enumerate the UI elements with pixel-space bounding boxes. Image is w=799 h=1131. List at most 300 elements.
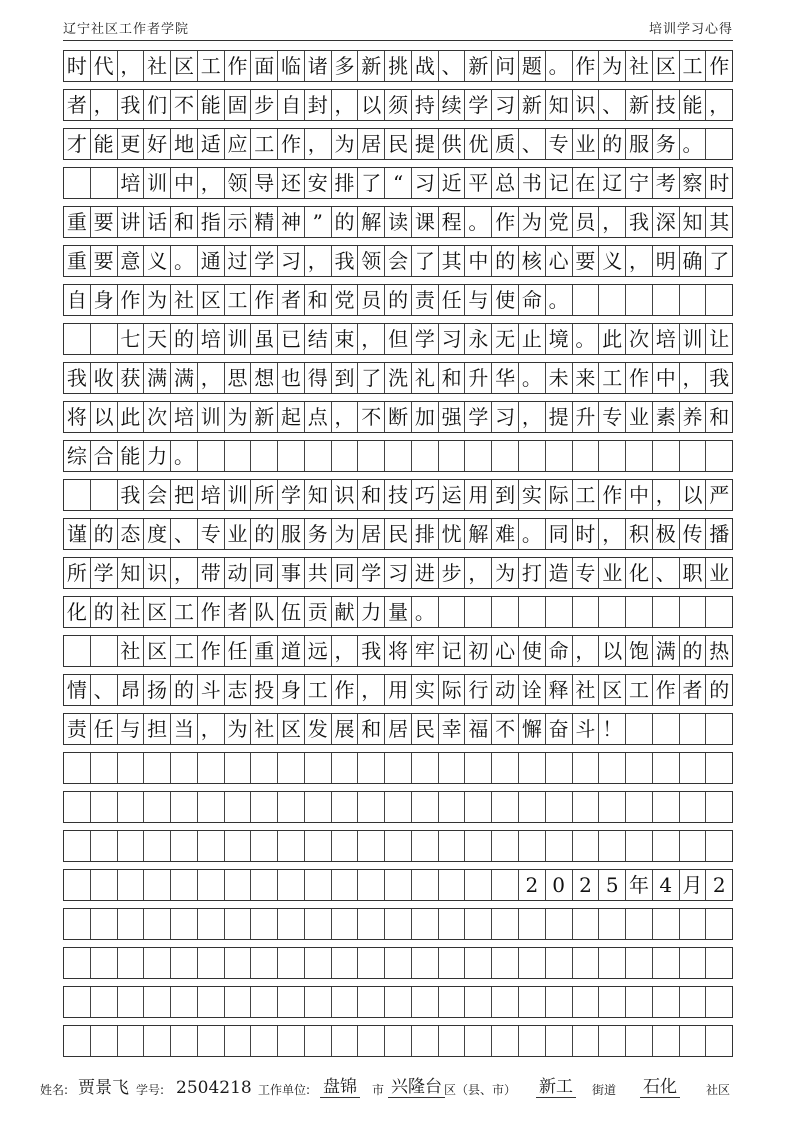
grid-cell: 业 [626, 402, 653, 432]
grid-cell [118, 987, 145, 1017]
grid-cell: ， [91, 90, 118, 120]
grid-cell [439, 753, 466, 783]
grid-cell [653, 948, 680, 978]
grid-cell: 奋 [546, 714, 573, 744]
grid-cell: 区 [144, 597, 171, 627]
grid-cell [225, 909, 252, 939]
grid-cell: 点 [305, 402, 332, 432]
grid-cell: 要 [91, 246, 118, 276]
grid-cell: 的 [91, 519, 118, 549]
grid-cell: 作 [709, 54, 730, 78]
grid-cell: 0 [546, 870, 573, 900]
grid-cell [118, 909, 145, 939]
grid-cell: 会 [385, 246, 412, 276]
grid-cell: 总 [492, 168, 519, 198]
grid-cell: 同 [251, 558, 278, 588]
grid-cell: 作 [332, 675, 359, 705]
grid-cell [573, 792, 600, 822]
grid-cell: 不 [492, 714, 519, 744]
grid-cell [680, 441, 707, 471]
grid-cell [680, 909, 707, 939]
grid-cell [198, 441, 225, 471]
grid-cell: ， [305, 246, 332, 276]
grid-cell: 区 [144, 636, 171, 666]
grid-cell: 素 [653, 402, 680, 432]
grid-cell: 时 [709, 171, 730, 195]
grid-cell: 为 [225, 402, 252, 432]
grid-cell: 虽 [251, 324, 278, 354]
grid-cell [706, 714, 732, 744]
grid-cell: 专 [599, 402, 626, 432]
grid-cell: 员 [573, 207, 600, 237]
grid-row [63, 596, 733, 628]
grid-cell [465, 792, 492, 822]
grid-cell: 造 [546, 558, 573, 588]
grid-cell: 量 [385, 597, 412, 627]
grid-cell: 工 [171, 636, 198, 666]
grid-cell: 积 [626, 519, 653, 549]
grid-cell: 在 [573, 168, 600, 198]
grid-cell: 供 [439, 129, 466, 159]
grid-cell [251, 831, 278, 861]
grid-cell: 诠 [519, 675, 546, 705]
grid-cell: 训 [225, 324, 252, 354]
grid-cell: 中 [465, 246, 492, 276]
grid-cell: 步 [251, 90, 278, 120]
grid-cell [492, 870, 519, 900]
grid-cell: 考 [653, 168, 680, 198]
grid-cell: 知 [305, 480, 332, 510]
grid-cell: 华 [492, 363, 519, 393]
grid-cell: 社 [573, 675, 600, 705]
page-header [63, 14, 733, 36]
grid-cell [465, 909, 492, 939]
grid-cell: ， [332, 636, 359, 666]
grid-cell: 化 [64, 597, 91, 627]
grid-cell [546, 1026, 573, 1056]
grid-cell: 境 [546, 324, 573, 354]
grid-cell: 此 [118, 402, 145, 432]
grid-cell: 记 [439, 636, 466, 666]
grid-cell: 代 [91, 51, 118, 81]
grid-cell [358, 792, 385, 822]
grid-cell: 工 [171, 597, 198, 627]
grid-cell: 中 [626, 480, 653, 510]
grid-cell: ， [599, 207, 626, 237]
grid-cell: 2 [519, 870, 546, 900]
grid-cell [519, 948, 546, 978]
grid-cell: 。 [680, 129, 707, 159]
grid-cell: 作 [251, 285, 278, 315]
grid-cell: 居 [385, 714, 412, 744]
grid-cell: 社 [118, 597, 145, 627]
grid-cell [492, 441, 519, 471]
grid-cell: 态 [118, 519, 145, 549]
grid-cell [439, 909, 466, 939]
grid-cell: 会 [144, 480, 171, 510]
grid-cell: 同 [546, 519, 573, 549]
grid-cell [599, 1026, 626, 1056]
grid-cell [465, 948, 492, 978]
grid-cell [278, 870, 305, 900]
grid-cell: 自 [64, 285, 91, 315]
grid-cell: 挑 [385, 51, 412, 81]
grid-row [63, 167, 733, 199]
grid-cell: 工 [680, 51, 707, 81]
grid-cell: 的 [680, 636, 707, 666]
grid-cell: 务 [305, 519, 332, 549]
grid-cell: 时 [64, 51, 91, 81]
grid-cell [706, 909, 732, 939]
grid-cell: 区 [171, 51, 198, 81]
grid-cell [439, 792, 466, 822]
grid-cell [332, 909, 359, 939]
grid-cell [653, 441, 680, 471]
grid-cell: 行 [465, 675, 492, 705]
grid-cell: 识 [332, 480, 359, 510]
grid-cell: 学 [91, 558, 118, 588]
grid-cell: 巧 [412, 480, 439, 510]
grid-cell: 不 [358, 402, 385, 432]
grid-cell: 责 [64, 714, 91, 744]
grid-cell: 实 [519, 480, 546, 510]
grid-cell: ， [358, 675, 385, 705]
grid-cell: 业 [225, 519, 252, 549]
grid-row [63, 635, 733, 667]
signature-footer [40, 1074, 760, 1104]
grid-cell [573, 597, 600, 627]
grid-cell: 业 [709, 561, 730, 585]
header-divider [63, 40, 733, 41]
grid-cell: 力 [358, 597, 385, 627]
grid-cell: 为 [225, 714, 252, 744]
grid-cell [653, 831, 680, 861]
grid-cell: 持 [412, 90, 439, 120]
grid-cell: 诸 [305, 51, 332, 81]
grid-cell: 作 [626, 363, 653, 393]
grid-row [63, 908, 733, 940]
grid-cell [519, 987, 546, 1017]
grid-cell: 面 [251, 51, 278, 81]
grid-cell: 和 [305, 285, 332, 315]
grid-cell: 来 [573, 363, 600, 393]
grid-row [63, 518, 733, 550]
grid-cell: 其 [439, 246, 466, 276]
grid-cell: 培 [653, 324, 680, 354]
grid-cell [64, 1026, 91, 1056]
grid-cell [653, 597, 680, 627]
grid-cell: 我 [64, 363, 91, 393]
grid-cell: 和 [709, 405, 730, 429]
grid-cell: 心 [546, 246, 573, 276]
grid-cell: 将 [64, 402, 91, 432]
grid-cell: 区 [278, 714, 305, 744]
grid-cell [439, 1026, 466, 1056]
grid-cell: 加 [412, 402, 439, 432]
grid-cell [706, 441, 732, 471]
grid-cell [573, 285, 600, 315]
grid-cell [305, 792, 332, 822]
grid-cell: 专 [546, 129, 573, 159]
grid-row [63, 284, 733, 316]
grid-cell: 区 [653, 51, 680, 81]
grid-cell: 献 [332, 597, 359, 627]
grid-cell: 训 [144, 168, 171, 198]
grid-cell [144, 909, 171, 939]
grid-cell: 问 [492, 51, 519, 81]
grid-cell: 为 [144, 285, 171, 315]
grid-cell: 担 [144, 714, 171, 744]
grid-cell: 解 [465, 519, 492, 549]
grid-row [63, 362, 733, 394]
grid-cell [198, 753, 225, 783]
grid-cell [64, 909, 91, 939]
grid-cell [198, 987, 225, 1017]
grid-cell: 让 [709, 327, 730, 351]
grid-cell: 才 [64, 129, 91, 159]
grid-cell: 5 [599, 870, 626, 900]
grid-cell [546, 909, 573, 939]
grid-cell [680, 987, 707, 1017]
grid-cell: 任 [225, 636, 252, 666]
grid-cell: 我 [118, 480, 145, 510]
grid-cell: 。 [412, 597, 439, 627]
grid-cell: 、 [91, 675, 118, 705]
grid-row [63, 947, 733, 979]
grid-cell [385, 753, 412, 783]
grid-cell: 与 [465, 285, 492, 315]
grid-cell: 2 [712, 873, 726, 897]
grid-row [63, 830, 733, 862]
grid-cell [332, 792, 359, 822]
grid-cell [305, 753, 332, 783]
grid-cell: 步 [439, 558, 466, 588]
grid-cell: 进 [412, 558, 439, 588]
grid-cell: 们 [144, 90, 171, 120]
grid-cell: 居 [358, 519, 385, 549]
grid-cell [680, 753, 707, 783]
grid-cell [412, 753, 439, 783]
grid-cell: 中 [653, 363, 680, 393]
grid-cell: 以 [91, 402, 118, 432]
grid-cell [599, 909, 626, 939]
grid-cell [91, 792, 118, 822]
grid-cell [653, 714, 680, 744]
grid-cell [680, 597, 707, 627]
grid-cell [519, 831, 546, 861]
grid-cell: 学 [412, 324, 439, 354]
grid-cell: 七 [118, 324, 145, 354]
grid-cell [546, 597, 573, 627]
grid-cell: 命 [546, 636, 573, 666]
grid-cell [225, 441, 252, 471]
grid-cell: 不 [171, 90, 198, 120]
grid-row [63, 1025, 733, 1057]
grid-cell: 地 [171, 129, 198, 159]
grid-cell [599, 441, 626, 471]
grid-cell: 习 [412, 168, 439, 198]
grid-cell [680, 831, 707, 861]
grid-cell [385, 1026, 412, 1056]
grid-cell: 责 [412, 285, 439, 315]
grid-cell: ， [626, 246, 653, 276]
grid-cell: 职 [680, 558, 707, 588]
grid-cell: 深 [653, 207, 680, 237]
grid-cell: 极 [653, 519, 680, 549]
grid-cell [573, 909, 600, 939]
grid-cell [626, 792, 653, 822]
grid-cell [171, 948, 198, 978]
grid-cell: 作 [118, 285, 145, 315]
grid-cell: 带 [198, 558, 225, 588]
grid-cell [198, 831, 225, 861]
grid-cell: 和 [358, 480, 385, 510]
grid-cell: 养 [680, 402, 707, 432]
grid-cell [465, 870, 492, 900]
grid-cell: 社 [144, 51, 171, 81]
grid-cell [599, 753, 626, 783]
grid-cell [278, 1026, 305, 1056]
grid-cell [198, 948, 225, 978]
grid-cell: 志 [225, 675, 252, 705]
grid-cell [412, 831, 439, 861]
grid-cell: 重 [64, 207, 91, 237]
grid-cell: 用 [465, 480, 492, 510]
grid-cell: ， [599, 519, 626, 549]
grid-cell: ， [709, 93, 730, 117]
grid-cell: 解 [358, 207, 385, 237]
grid-cell: 指 [198, 207, 225, 237]
grid-cell [680, 948, 707, 978]
grid-cell: 察 [680, 168, 707, 198]
name-label: 姓名: [40, 1083, 69, 1097]
grid-cell: 了 [709, 249, 730, 273]
grid-cell: ， [680, 363, 707, 393]
grid-row [63, 752, 733, 784]
grid-cell: ， [118, 51, 145, 81]
grid-cell: 未 [546, 363, 573, 393]
grid-cell: 。 [519, 363, 546, 393]
grid-cell: 更 [118, 129, 145, 159]
grid-cell [439, 441, 466, 471]
grid-cell: 民 [385, 129, 412, 159]
grid-cell: 工 [573, 480, 600, 510]
grid-cell: 。 [573, 324, 600, 354]
grid-cell: 务 [653, 129, 680, 159]
grid-cell [599, 285, 626, 315]
grid-cell [91, 1026, 118, 1056]
grid-cell [64, 753, 91, 783]
grid-cell: 重 [64, 246, 91, 276]
grid-cell [278, 441, 305, 471]
grid-cell [492, 792, 519, 822]
grid-cell [305, 948, 332, 978]
grid-cell: 束 [332, 324, 359, 354]
grid-cell [332, 441, 359, 471]
grid-cell: 工 [626, 675, 653, 705]
grid-cell: 培 [171, 402, 198, 432]
grid-cell: 次 [626, 324, 653, 354]
grid-cell [171, 870, 198, 900]
grid-row [63, 401, 733, 433]
grid-cell [680, 285, 707, 315]
grid-cell: 得 [305, 363, 332, 393]
grid-cell: 义 [599, 246, 626, 276]
grid-cell: 神 [278, 207, 305, 237]
grid-cell: 强 [439, 402, 466, 432]
grid-cell: 学 [278, 480, 305, 510]
grid-cell: 和 [358, 714, 385, 744]
street-value: 新工 [536, 1072, 576, 1098]
grid-cell [626, 714, 653, 744]
grid-cell: ， [358, 324, 385, 354]
street-suffix: 街道 [592, 1083, 617, 1097]
grid-cell [358, 831, 385, 861]
grid-cell [492, 597, 519, 627]
grid-cell [225, 1026, 252, 1056]
grid-row [63, 791, 733, 823]
grid-cell [91, 480, 118, 510]
grid-cell [385, 948, 412, 978]
grid-cell: 到 [492, 480, 519, 510]
grid-cell: ” [305, 207, 332, 237]
grid-cell: 懈 [519, 714, 546, 744]
grid-cell [412, 987, 439, 1017]
grid-cell [198, 909, 225, 939]
grid-cell: 身 [278, 675, 305, 705]
grid-cell: 用 [385, 675, 412, 705]
grid-cell: 所 [64, 558, 91, 588]
grid-cell [546, 792, 573, 822]
grid-cell: 技 [385, 480, 412, 510]
grid-cell: 知 [118, 558, 145, 588]
grid-cell [385, 870, 412, 900]
grid-cell [278, 948, 305, 978]
grid-cell: 宁 [626, 168, 653, 198]
grid-cell [332, 987, 359, 1017]
grid-cell: 作 [599, 480, 626, 510]
grid-cell: 能 [198, 90, 225, 120]
grid-cell [251, 987, 278, 1017]
grid-cell: 我 [332, 246, 359, 276]
grid-cell: 无 [492, 324, 519, 354]
grid-cell [144, 870, 171, 900]
grid-cell [144, 987, 171, 1017]
grid-cell [573, 948, 600, 978]
grid-cell: 能 [118, 441, 145, 471]
grid-cell: 想 [251, 363, 278, 393]
grid-cell: 学 [358, 558, 385, 588]
grid-cell [626, 753, 653, 783]
grid-cell [144, 831, 171, 861]
grid-cell: 也 [278, 363, 305, 393]
grid-cell: 者 [278, 285, 305, 315]
grid-cell: 与 [118, 714, 145, 744]
grid-cell [358, 909, 385, 939]
grid-cell: “ [385, 168, 412, 198]
grid-cell: 训 [198, 402, 225, 432]
grid-cell: 的 [332, 207, 359, 237]
grid-cell: 新 [358, 51, 385, 81]
grid-cell [573, 753, 600, 783]
grid-cell: 明 [653, 246, 680, 276]
grid-cell [465, 831, 492, 861]
institution-name: 辽宁社区工作者学院 [63, 22, 190, 37]
grid-cell: 、 [599, 90, 626, 120]
grid-cell: 训 [225, 480, 252, 510]
grid-cell: 书 [519, 168, 546, 198]
grid-cell [653, 987, 680, 1017]
